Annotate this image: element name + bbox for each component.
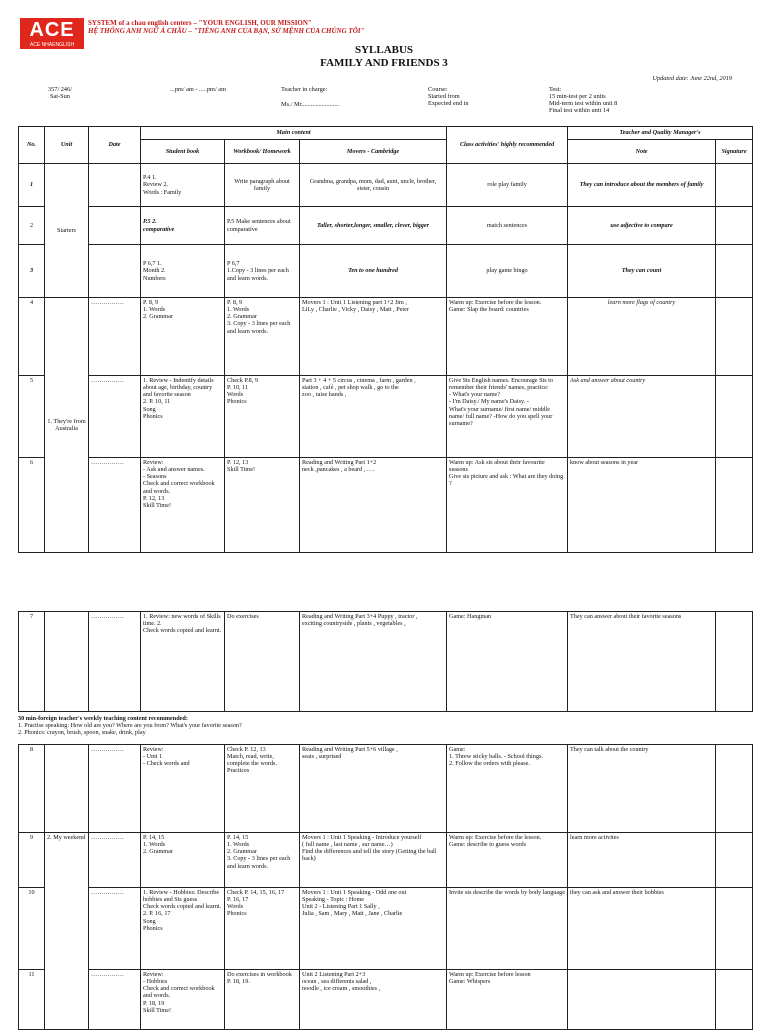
row-note: They can talk about the country [568, 745, 716, 833]
row-no: 2 [19, 207, 45, 245]
logo-subtext: ACE NHAENGLISH [20, 42, 84, 49]
foreign-teacher-note [18, 715, 738, 736]
test-label: Test: [549, 86, 562, 93]
row-student-book: P 6,7 1. Month 2. Numbers [141, 245, 225, 298]
row-no: 5 [19, 376, 45, 458]
row-date: ……………. [89, 612, 141, 712]
test-1: 15 min-test per 2 units [549, 93, 606, 100]
row-workbook: P.5 Make sentences about comparative [225, 207, 300, 245]
row-signature [716, 833, 753, 888]
row-note: know about seasons in year [568, 458, 716, 553]
row-movers: Reading and Writing Part 5+6 village , seats , surprised [300, 745, 447, 833]
row-signature [716, 745, 753, 833]
row-workbook: Do exercises in workbook P. 18, 19. [225, 970, 300, 1030]
class-days: Sat-Sun [50, 93, 70, 100]
document-title: SYLLABUS [354, 44, 414, 56]
row-no: 1 [19, 164, 45, 207]
row-date [89, 164, 141, 207]
header-workbook: Workbook/ Homework [225, 140, 300, 164]
room-numbers: 357/ 246/ [48, 86, 72, 93]
row-note: Ask and answer about country [568, 376, 716, 458]
row-no: 11 [19, 970, 45, 1030]
row-activities: Give Sts English names. Encourage Sts to remember their friends' names, practice: - What's your name? - I'm Daisy./ My name's Daisy. - What's your surname/ first name/ middle name/ full name? -How do you spell your surname? [447, 376, 568, 458]
row-activities: Game: Hangman [447, 612, 568, 712]
teacher-label: Teacher in charge: [281, 86, 328, 93]
row-movers: Ten to one hundred [300, 245, 447, 298]
row-note: they can ask and answer their hobbies [568, 888, 716, 970]
header-main-content: Main content [141, 127, 447, 140]
row-movers: Movers 1 : Unit 1 Speaking - Odd one out Speaking - Topic : Home Unit 2 - Listening Part 1 Sally , Julia , Sam , Mary , Matt , Jane , Charlie [300, 888, 447, 970]
row-date: ……………. [89, 458, 141, 553]
header-unit: Unit [45, 127, 89, 164]
row-signature [716, 458, 753, 553]
row-signature [716, 970, 753, 1030]
unit-cell: 1. They're from Australia [45, 298, 89, 553]
org-line-vietnamese: HỆ THỐNG ANH NGỮ Á CHÂU – "TIẾNG ANH CỦA BẠN, SỨ MỆNH CỦA CHÚNG TÔI" [88, 27, 365, 35]
row-student-book: 1. Review: new words of Skills time. 2. Check words copied and learnt. [141, 612, 225, 712]
table-row [19, 888, 753, 970]
row-date: ……………. [89, 298, 141, 376]
row-date: ……………. [89, 833, 141, 888]
row-workbook: Check P. 14, 15, 16, 17 P. 16, 17 Words Phonics [225, 888, 300, 970]
row-movers: Taller, shorter,longer, smaller, clever, bigger [300, 207, 447, 245]
row-workbook: P. 12, 13 Skill Time! [225, 458, 300, 553]
table-row [19, 612, 753, 712]
row-no: 9 [19, 833, 45, 888]
row-date: ……………. [89, 745, 141, 833]
row-activities: Warm up: Ask sts about their favourite seasons Give sts picture and ask : What are they doing ? [447, 458, 568, 553]
row-date: ……………. [89, 970, 141, 1030]
row-student-book: Review: - Hobbies Check and correct workbook and words. P. 18, 19 Skill Time! [141, 970, 225, 1030]
syllabus-table-2 [18, 611, 753, 712]
row-workbook: P. 14, 15 1. Words 2. Grammar 3. Copy - 3 lines per each and learn words. [225, 833, 300, 888]
row-note: learn more activites [568, 833, 716, 888]
row-note: use adjective to compare [568, 207, 716, 245]
table-row [19, 298, 753, 376]
header-movers: Movers - Cambridge [300, 140, 447, 164]
table-row [19, 833, 753, 888]
table-row [19, 970, 753, 1030]
row-date [89, 207, 141, 245]
updated-date: Updated date: June 22nd, 2019 [652, 75, 732, 82]
note-title: 30 min-foreign teacher's weekly teaching content recommended: [18, 715, 188, 722]
header-note: Note [568, 140, 716, 164]
row-no: 10 [19, 888, 45, 970]
row-signature [716, 376, 753, 458]
header-activities: Class activities' highly recommended [447, 127, 568, 164]
row-no: 6 [19, 458, 45, 553]
header-student-book: Student book [141, 140, 225, 164]
row-no: 3 [19, 245, 45, 298]
table-row [19, 376, 753, 458]
row-date: ……………. [89, 376, 141, 458]
note-line-2: 2. Phonics: crayon, brush, spoon, snake, drink, play [18, 729, 146, 737]
row-workbook: Write paragraph about family [225, 164, 300, 207]
row-workbook: Do exercises [225, 612, 300, 712]
test-2: Mid-term test within unit 8 [549, 100, 618, 107]
unit-cell [45, 612, 89, 712]
table-row [19, 164, 753, 207]
row-activities: Invite sts describe the words by body language [447, 888, 568, 970]
unit-cell: 2. My weekend [45, 833, 89, 1030]
row-student-book: Review: - Unit 1 - Check words and [141, 745, 225, 833]
row-note: They can answer about their favorite seasons [568, 612, 716, 712]
header-date: Date [89, 127, 141, 164]
row-no: 7 [19, 612, 45, 712]
row-workbook: Check P.8, 9 P. 10, 11 Words Phonics [225, 376, 300, 458]
row-workbook: Check P. 12, 13 Match, read, write, complete the words. Practices [225, 745, 300, 833]
row-movers: Reading and Writing Part 1+2 neck ,pancakes , a beard , …. [300, 458, 447, 553]
document-subtitle: FAMILY AND FRIENDS 3 [320, 57, 448, 69]
table-row [19, 458, 753, 553]
table-row [19, 207, 753, 245]
row-activities: match sentences [447, 207, 568, 245]
unit-cell [45, 745, 89, 833]
row-movers: Unit 2 Listening Part 2+3 ocean , sea differents salad , noodle , ice cream , smoothies , [300, 970, 447, 1030]
row-workbook: P 6,7 1.Copy - 3 lines per each and learn words. [225, 245, 300, 298]
row-signature [716, 298, 753, 376]
syllabus-table-3 [18, 744, 753, 1030]
note-line-1: 1. Practise speaking: How old are you? Where are you from? What's your favorite season? [18, 722, 242, 730]
row-movers: Reading and Writing Part 3+4 Puppy , tractor , exciting countryside , plants , vegetables , [300, 612, 447, 712]
table-row [19, 245, 753, 298]
row-activities: Warm up: Exercise before the lesson. Game: Slap the board: countries [447, 298, 568, 376]
row-signature [716, 245, 753, 298]
syllabus-table-1 [18, 126, 753, 553]
course-started: Started from [428, 93, 460, 100]
row-student-book: P.4 1. Review 2. Words : Family [141, 164, 225, 207]
row-signature [716, 612, 753, 712]
row-note [568, 970, 716, 1030]
row-student-book: 1. Review - Indentify details about age, birthday, country and favorite season 2. P. 10, 11 Song Phonics [141, 376, 225, 458]
row-date: ……………. [89, 888, 141, 970]
row-note: learn more flags of country [568, 298, 716, 376]
row-movers: Movers 1 : Unit 1 Speaking - Introduce yourself ( full name , last name , sur name…) Find the differences and tell the story (Getting the ball back) [300, 833, 447, 888]
row-date [89, 245, 141, 298]
row-movers: Grandma, grandpa, mom, dad, aunt, uncle, brother, sister, cousin [300, 164, 447, 207]
row-student-book: P.5 2. comparative [141, 207, 225, 245]
row-signature [716, 207, 753, 245]
header-signature: Signature [716, 140, 753, 164]
row-activities: role play family [447, 164, 568, 207]
row-student-book: P. 14, 15 1. Words 2. Grammar [141, 833, 225, 888]
logo-mark: ACE [20, 18, 84, 42]
header-no: No. [19, 127, 45, 164]
teacher-value: Ms./ Mr........................ [281, 101, 340, 108]
org-line-english: SYSTEM of a chau english centers – "YOUR ENGLISH, OUR MISSION" [88, 19, 312, 27]
row-no: 4 [19, 298, 45, 376]
row-activities: Game: 1. Threw sticky balls. - School things. 2. Follow the orders with please. [447, 745, 568, 833]
class-time: ...pm/ am - .....pm/ am [170, 86, 226, 93]
row-movers: Movers 1 : Unit 1 Listening part 1+2 Jim , LiLy , Charlie , Vicky , Daisy , Matt , Peter [300, 298, 447, 376]
header-tqm: Teacher and Quality Manager's [568, 127, 753, 140]
table-row [19, 745, 753, 833]
row-activities: play game bingo [447, 245, 568, 298]
row-student-book: P. 8, 9 1. Words 2. Grammar [141, 298, 225, 376]
row-movers: Part 3 + 4 + 5 circus , cinema , farm , garden , station , café , pet shop walk , go to the zoo , raise hands , [300, 376, 447, 458]
row-student-book: Review: - Ask and answer names. - Seasons Check and correct workbook and words. P. 12, 13 Skill Time! [141, 458, 225, 553]
row-no: 8 [19, 745, 45, 833]
row-note: They can count [568, 245, 716, 298]
row-activities: Warm up: Exercise before lesson Game: Whispers [447, 970, 568, 1030]
row-signature [716, 164, 753, 207]
row-activities: Warm up: Exercise before the lesson. Game: describe to guess words [447, 833, 568, 888]
row-note: They can introduce about the members of family [568, 164, 716, 207]
test-3: Final test within unit 14 [549, 107, 610, 114]
unit-cell: Starters [45, 164, 89, 298]
course-expected: Expected end in [428, 100, 469, 107]
row-student-book: 1. Review - Hobbies: Describe hobbies and Sts guess Check words copied and learnt. 2. P. 16, 17 Song Phonics [141, 888, 225, 970]
row-signature [716, 888, 753, 970]
course-label: Course: [428, 86, 448, 93]
row-workbook: P. 8, 9 1. Words 2. Grammar 3. Copy - 3 lines per each and learn words. [225, 298, 300, 376]
